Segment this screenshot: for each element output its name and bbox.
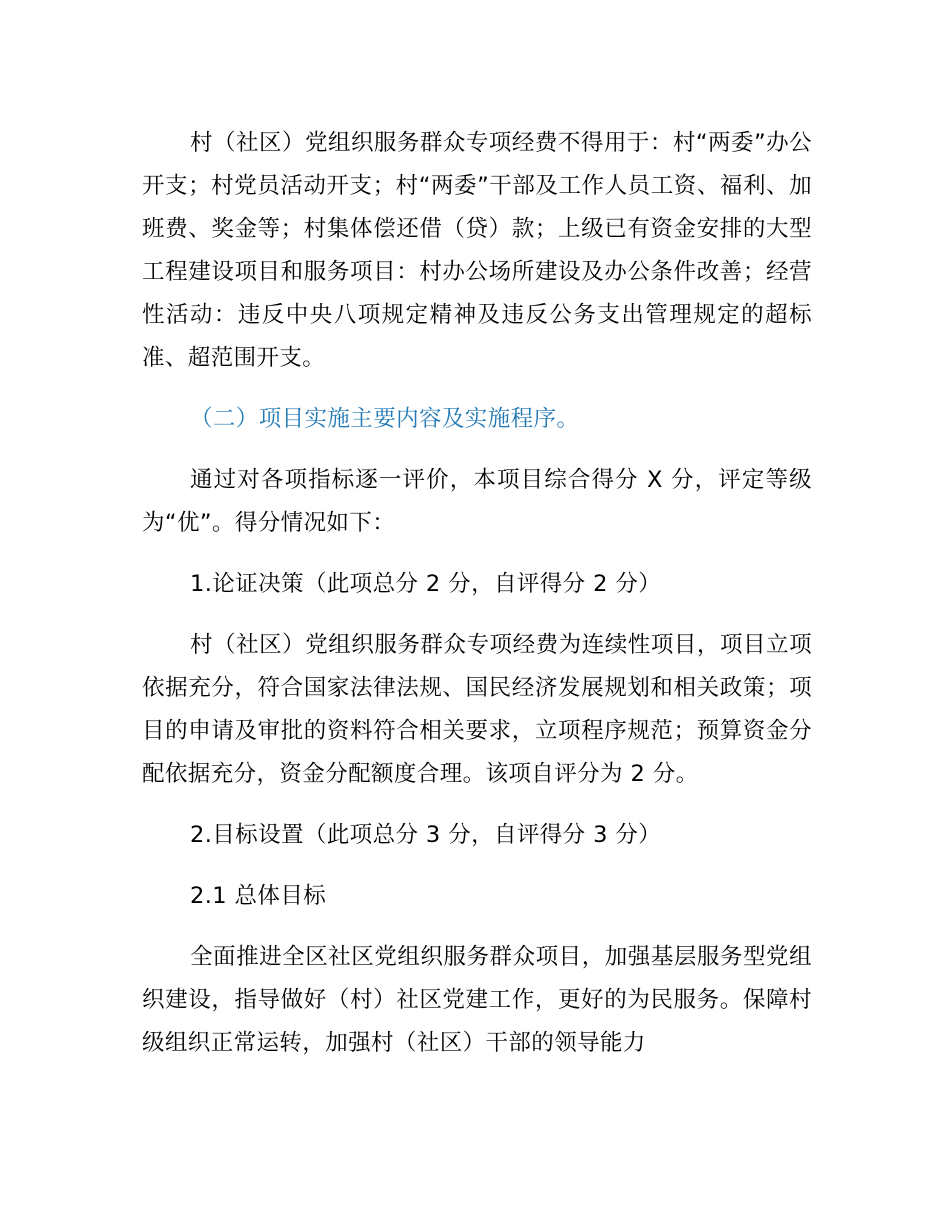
section-heading-implementation: （二）项目实施主要内容及实施程序。: [190, 406, 580, 432]
paragraph-fund-restrictions: 村（社区）党组织服务群众专项经费不得用于：村“两委”办公开支；村党员活动开支；村“两委”干部及工作人员工资、福利、加班费、奖金等；村集体偿还借（贷）款；上级已有资金安排的大型工程建设项目和服务项目：村办公场所建设及办公条件改善；经营性活动：违反中央八项规定精神及违反公务支出管理规定的超标准、超范围开支。: [142, 130, 812, 371]
subheading-decision: 1.论证决策（此项总分 2 分，自评得分 2 分）: [190, 571, 662, 597]
subheading-overall-target: 2.1 总体目标: [190, 883, 327, 909]
subheading-target-setting: 2.目标设置（此项总分 3 分，自评得分 3 分）: [190, 822, 662, 848]
paragraph-decision-detail: 村（社区）党组织服务群众专项经费为连续性项目，项目立项依据充分，符合国家法律法规、国民经济发展规划和相关政策；项目的申请及审批的资料符合相关要求，立项程序规范；预算资金分配依据充分，资金分配额度合理。该项自评分为 2 分。: [142, 632, 812, 787]
document-body: [142, 122, 812, 1065]
paragraph-overall-score: 通过对各项指标逐一评价，本项目综合得分 X 分，评定等级为“优”。得分情况如下：: [142, 467, 812, 536]
paragraph-overall-target-detail: 全面推进全区社区党组织服务群众项目，加强基层服务型党组织建设，指导做好（村）社区党建工作，更好的为民服务。保障村级组织正常运转，加强村（社区）干部的领导能力: [142, 944, 812, 1056]
